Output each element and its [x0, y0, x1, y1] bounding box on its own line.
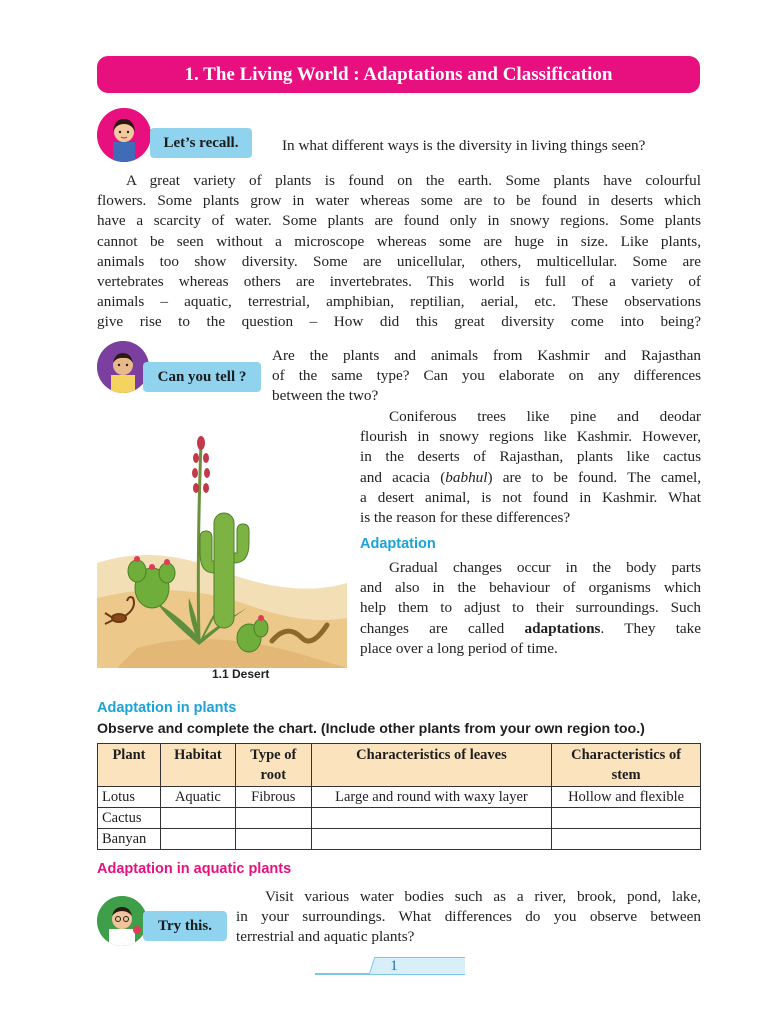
intro-line: animals too show diversity. Some are unicellular, others, multicellular. Some are — [97, 252, 701, 270]
try-this-line: terrestrial and aquatic plants? — [236, 928, 415, 946]
intro-line: vertebrates whereas others are invertebrates. This world is full of a variety of — [97, 273, 701, 291]
table-row — [98, 808, 701, 829]
adaptation-line: help them to adjust to their surroundings. Such — [360, 599, 701, 617]
tell-line: of the same type? Can you elaborate on any differences — [272, 367, 701, 385]
table-cell: Large and round with waxy layer — [311, 787, 551, 808]
table-cell: Lotus — [98, 787, 161, 808]
intro-line: flowers. Some plants grow in water whereas some are to be found in deserts which — [97, 192, 701, 210]
plants-heading: Adaptation in plants — [97, 700, 237, 716]
table-cell[interactable] — [552, 829, 701, 850]
girl-avatar-icon — [97, 108, 151, 162]
table-cell[interactable] — [311, 808, 551, 829]
lets-recall-tag: Let’s recall. — [150, 128, 252, 158]
scientist-avatar-icon — [97, 896, 147, 946]
coniferous-line: Coniferous trees like pine and deodar — [389, 408, 701, 425]
table-header-row — [98, 744, 701, 787]
table-cell[interactable] — [160, 808, 235, 829]
column-header: Characteristics of stem — [552, 744, 701, 787]
try-this-paragraph — [236, 887, 701, 948]
coniferous-paragraph — [360, 407, 701, 528]
page-number: 1 — [390, 958, 398, 974]
coniferous-line: in the deserts of Rajasthan, plants like cactus — [360, 448, 701, 466]
adaptation-line: and also in the behaviour of organisms which — [360, 579, 701, 597]
tell-line: between the two? — [272, 387, 379, 405]
adaptation-line: Gradual changes occur in the body parts — [389, 559, 701, 576]
coniferous-line: flourish in snowy regions like Kashmir. However, — [360, 428, 701, 446]
adaptation-heading: Adaptation — [360, 536, 436, 552]
intro-paragraph — [97, 171, 701, 333]
column-header: Type of root — [235, 744, 311, 787]
chapter-title: 1. The Living World : Adaptations and Classification — [97, 56, 700, 93]
adaptation-chart — [97, 743, 701, 850]
intro-line: have a scarcity of water. Some plants are found only in snowy regions. Some plants — [97, 212, 701, 230]
column-header: Habitat — [160, 744, 235, 787]
try-this-line: in your surroundings. What differences do you observe between — [236, 908, 701, 926]
table-cell: Aquatic — [160, 787, 235, 808]
adaptation-line: place over a long period of time. — [360, 639, 558, 657]
coniferous-line: and acacia (babhul) are to be found. The camel, — [360, 468, 701, 486]
adaptation-paragraph — [360, 558, 701, 659]
table-cell: Cactus — [98, 808, 161, 829]
try-this-line: Visit various water bodies such as a river, brook, pond, lake, — [265, 888, 701, 905]
table-cell[interactable] — [235, 829, 311, 850]
coniferous-line: a desert animal, is not found in Kashmir. What — [360, 488, 701, 506]
table-row — [98, 829, 701, 850]
aquatic-heading: Adaptation in aquatic plants — [97, 861, 292, 877]
tell-paragraph — [272, 346, 701, 407]
intro-line: cannot be seen without a microscope whereas some are huge in size. Like plants, — [97, 232, 701, 250]
table-cell: Banyan — [98, 829, 161, 850]
adaptations-term: adaptations — [524, 619, 601, 637]
figure-caption: 1.1 Desert — [212, 667, 270, 681]
adaptation-text: changes are called — [360, 619, 525, 637]
try-this-tag: Try this. — [143, 911, 227, 941]
table-cell: Hollow and flexible — [552, 787, 701, 808]
table-cell[interactable] — [160, 829, 235, 850]
can-you-tell-tag: Can you tell ? — [143, 362, 261, 392]
boy-avatar-icon — [97, 341, 149, 393]
intro-line: A great variety of plants is found on the earth. Some plants have colourful — [126, 172, 701, 189]
column-header: Characteristics of leaves — [311, 744, 551, 787]
adaptation-text: . They take — [600, 619, 701, 637]
table-row — [98, 787, 701, 808]
tell-line: Are the plants and animals from Kashmir and Rajasthan — [272, 347, 701, 364]
intro-line: animals – aquatic, terrestrial, amphibian, reptilian, aerial, etc. These observations — [97, 293, 701, 311]
table-cell[interactable] — [311, 829, 551, 850]
column-header: Plant — [98, 744, 161, 787]
adaptation-line — [360, 619, 701, 639]
intro-line: give rise to the question – How did this great diversity come into being? — [97, 313, 701, 331]
table-cell[interactable] — [235, 808, 311, 829]
recall-question: In what different ways is the diversity in living things seen? — [282, 137, 646, 154]
desert-illustration — [97, 413, 347, 668]
table-cell: Fibrous — [235, 787, 311, 808]
coniferous-line: is the reason for these differences? — [360, 509, 571, 527]
table-cell[interactable] — [552, 808, 701, 829]
chart-instruction: Observe and complete the chart. (Include other plants from your own region too.) — [97, 721, 645, 737]
